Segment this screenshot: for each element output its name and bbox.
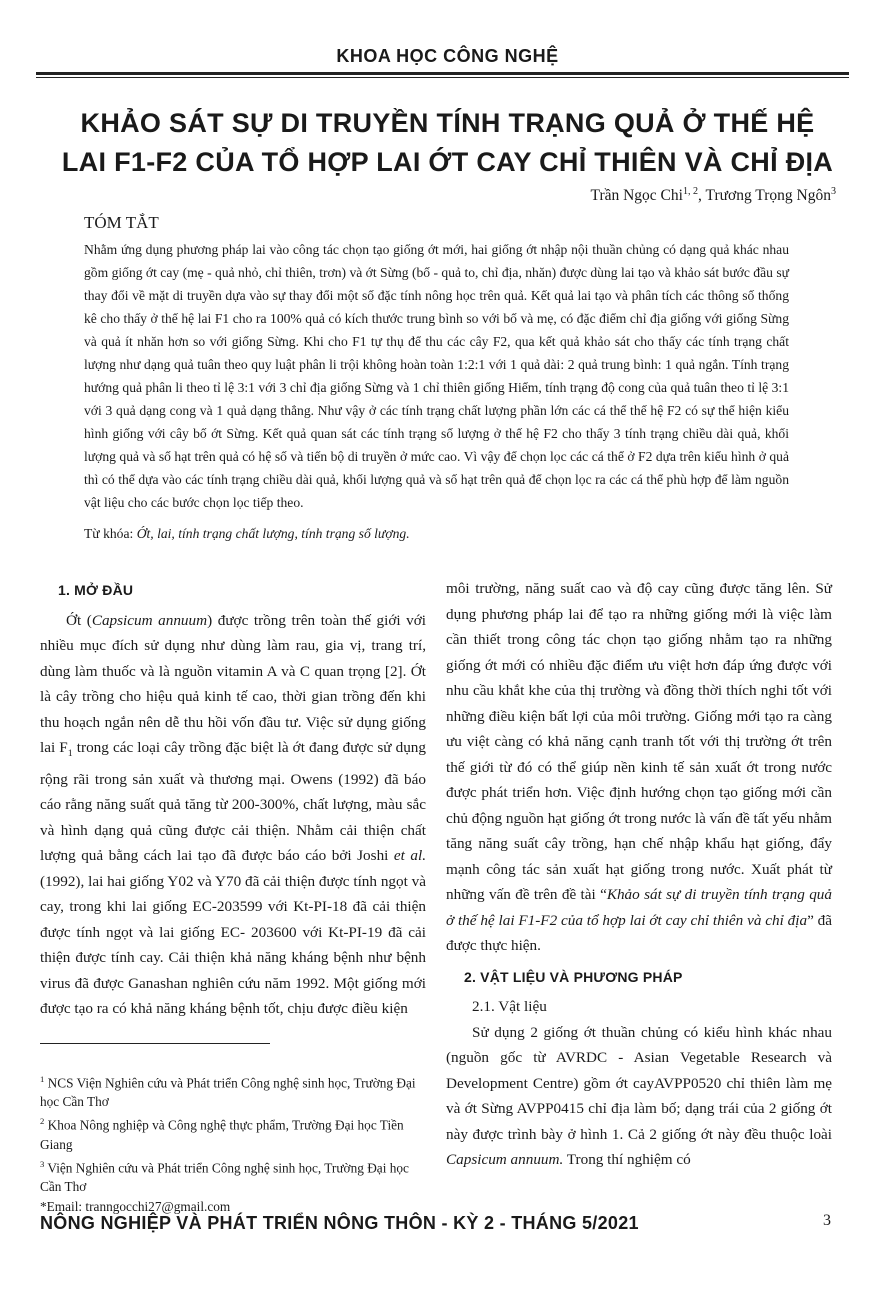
intro-paragraph-continued: môi trường, năng suất cao và độ cay cũng được tăng lên. Sử dụng phương pháp lai để tạo ra những giống mới là việc làm cần thiết trong công tác chọn tạo giống nhằm tạo ra những giống ớt mới có nhiều đặc điểm ưu việt hơn đáp ứng được với nhu cầu khắt khe của thị trường và đồng thời thích nghi tốt với những điều kiện bất lợi của môi trường. Giống mới tạo ra càng ưu việt càng có khả năng cạnh tranh tốt với thị trường ớt trên thế giới từ đó có thể giúp nền kinh tế sản xuất ớt trong nước được phát triển hơn. Việc định hướng chọn tạo giống mới cần chủ động nguồn hạt giống ớt trong nước là vấn đề tất yếu nhằm tăng năng suất cây trồng, hạn chế nhập khẩu hạt giống, đẩy mạnh công tác sản xuất hạt giống trong nước. Xuất phát từ những vấn đề trên đề tài “Khảo sát sự di truyền tính trạng quả ở thế hệ lai F1-F2 của tổ hợp lai ớt cay chỉ thiên và chỉ địa” đã được thực hiện. xyxy=(446,580,833,954)
body-column-left xyxy=(40,576,426,1022)
intro-paragraph: Ớt (Capsicum annuum) được trồng trên toàn thế giới với nhiều mục đích sử dụng như dùng làm rau, gia vị, trang trí, dùng làm thuốc và là nguồn vitamin A và C quan trọng [2]. Ớt là cây trồng cho hiệu quả kinh tế cao, thời gian trồng đến khi thu hoạch ngắn nên dễ thu hồi vốn đầu tư. Việc sử dụng giống lai $F_1$ trong các loại cây trồng đặc biệt là ớt đang được sử dụng rộng rãi trong sản xuất và thương mại. Owens (1992) đã báo cáo rằng năng suất quả tăng từ 200-300%, chất lượng, màu sắc và hình dạng quả cũng được cải thiện. Nhằm cải thiện chất lượng quả bằng cách lai tạo đã được báo cáo bởi Joshi et al. (1992), lai hai giống Y02 và Y70 đã cải thiện được tính ngọt và cay, trong khi lai giống EC-203599 với Kt-PI-18 đã cải thiện được tính ngọt và lai giống EC- 203600 với Kt-PI-19 đã cải thiện được tính cay. Cải thiện khả năng kháng bệnh như bệnh virus đã được Ganashan nghiên cứu năm 1992. Một giống mới được tạo ra có khả năng kháng bệnh tốt, chịu được điều kiện xyxy=(40,611,427,1018)
keywords-label: Từ khóa: xyxy=(84,526,134,541)
title-line-1: KHẢO SÁT SỰ DI TRUYỀN TÍNH TRẠNG QUẢ Ở THẾ HỆ xyxy=(80,108,815,138)
section-2-heading: 2. VẬT LIỆU VÀ PHƯƠNG PHÁP xyxy=(464,968,683,985)
journal-footer: NÔNG NGHIỆP VÀ PHÁT TRIỂN NÔNG THÔN - KỲ 2 - THÁNG 5/2021 xyxy=(40,1213,639,1233)
author-list xyxy=(591,186,836,205)
body-column-right xyxy=(446,576,832,1173)
abstract-text: Nhằm ứng dụng phương pháp lai vào công tác chọn tạo giống ớt mới, hai giống ớt nhập nội thuần chủng có dạng quả khác nhau gồm giống ớt cay (mẹ - quả nhỏ, chỉ thiên, trơn) và ớt Sừng (bố - quả to, chỉ địa, nhăn) được dùng lai tạo và khảo sát bước đầu sự thay đổi về mặt di truyền dựa vào sự thay đổi một số đặc tính nông học trên quả. Kết quả lai tạo và phân tích các thông số thống kê cho thấy ở thế hệ lai F1 cho ra 100% quả có kích thước trung bình so với bố và mẹ, có đặc điểm chỉ địa giống với giống Sừng và quả ít nhăn hơn so với giống Sừng. Khi cho F1 tự thụ để thu các cây F2, qua kết quả khảo sát cho thấy các tính trạng chất lượng như dạng quả tuân theo quy luật phân li trội không hoàn toàn 1:2:1 với 1 quả dài: 2 quả trung bình: 1 quả ngắn. Tính trạng hướng quả phân li theo tỉ lệ 3:1 với 3 chỉ địa giống Sừng và 1 chỉ thiên giống Hiểm, tính trạng độ cong của quả tuân theo tỉ lệ 3:1 với 3 quả dạng cong và 1 quả dạng thẳng. Như vậy ở các tính trạng chất lượng phần lớn các cá thể thế hệ F2 có sự thể hiện kiểu hình giống với cây bố ớt Sừng. Kết quả quan sát các tính trạng số lượng ở thế hệ F2 cho thấy 3 tính trạng chiều dài quả, khối lượng quả và số hạt trên quả có hệ số và tiến bộ di truyền ở mức cao. Vì vậy để chọn lọc các cá thể ở F2 dựa trên kiểu hình ở quả thì có thể dựa vào các tính trạng chiều dài quả, khối lượng quả và số hạt trên quả để chọn lọc ra các cá thể phù hợp để làm nguồn vật liệu cho các bước chọn lọc tiếp theo. xyxy=(84,242,789,510)
materials-paragraph: Sử dụng 2 giống ớt thuần chủng có kiểu hình khác nhau (nguồn gốc từ AVRDC - Asian Vegetable Research và Development Centre) gồm ớt cayAVPP0520 chỉ thiên làm mẹ và ớt Sừng AVPP0415 chỉ địa làm bố; dạng trái của 2 giống ớt này được trình bày ở hình 1. Cả 2 giống ớt này đều thuộc loài Capsicum annuum. Trong thí nghiệm có xyxy=(446,1023,832,1168)
abstract-heading: TÓM TẮT xyxy=(84,213,159,232)
author-separator: , xyxy=(698,187,706,205)
footnote-2: $^2$ Khoa Nông nghiệp và Công nghệ thực phẩm, Trường Đại học Tiền Giang xyxy=(40,1116,404,1152)
header-rule-thick xyxy=(36,72,849,75)
keywords xyxy=(84,526,410,542)
page-number: 3 xyxy=(823,1212,831,1229)
author-1: Trần Ngọc Chi xyxy=(590,187,683,205)
section-header: KHOA HỌC CÔNG NGHỆ xyxy=(336,46,559,66)
species-name: Capsicum annuum xyxy=(91,611,208,629)
header-rule-thin xyxy=(36,77,849,78)
et-al: et al. xyxy=(393,847,426,865)
title-line-2: LAI F1-F2 CỦA TỔ HỢP LAI ỚT CAY CHỈ THIÊN VÀ CHỈ ĐỊA xyxy=(61,147,834,177)
footnotes xyxy=(40,1070,426,1217)
footnote-3: $^3$ Viện Nghiên cứu và Phát triển Công nghệ sinh học, Trường Đại học Cần Thơ xyxy=(40,1158,409,1195)
author-2: Trương Trọng Ngôn xyxy=(705,187,831,205)
footnote-1: $^1$ NCS Viện Nghiên cứu và Phát triển Công nghệ sinh học, Trường Đại học Cần Thơ xyxy=(40,1074,416,1110)
footnote-rule xyxy=(40,1043,270,1044)
section-1-heading: 1. MỞ ĐẦU xyxy=(58,582,134,598)
species-name-2: Capsicum annuum. xyxy=(446,1151,564,1168)
contact-email: *Email: tranngocchi27@gmail.com xyxy=(40,1199,231,1215)
section-2-1-heading: 2.1. Vật liệu xyxy=(472,998,547,1015)
keywords-list: Ớt, lai, tính trạng chất lượng, tính trạng số lượng. xyxy=(136,526,410,541)
author-1-affiliation: 1, 2 xyxy=(682,186,699,197)
study-topic: Khảo sát sự di truyền tính trạng quả ở thế hệ lai F1-F2 của tổ hợp lai ớt cay chỉ thiên và chỉ địa xyxy=(446,886,832,929)
article-title xyxy=(30,104,865,182)
author-2-affiliation: 3 xyxy=(830,186,836,197)
